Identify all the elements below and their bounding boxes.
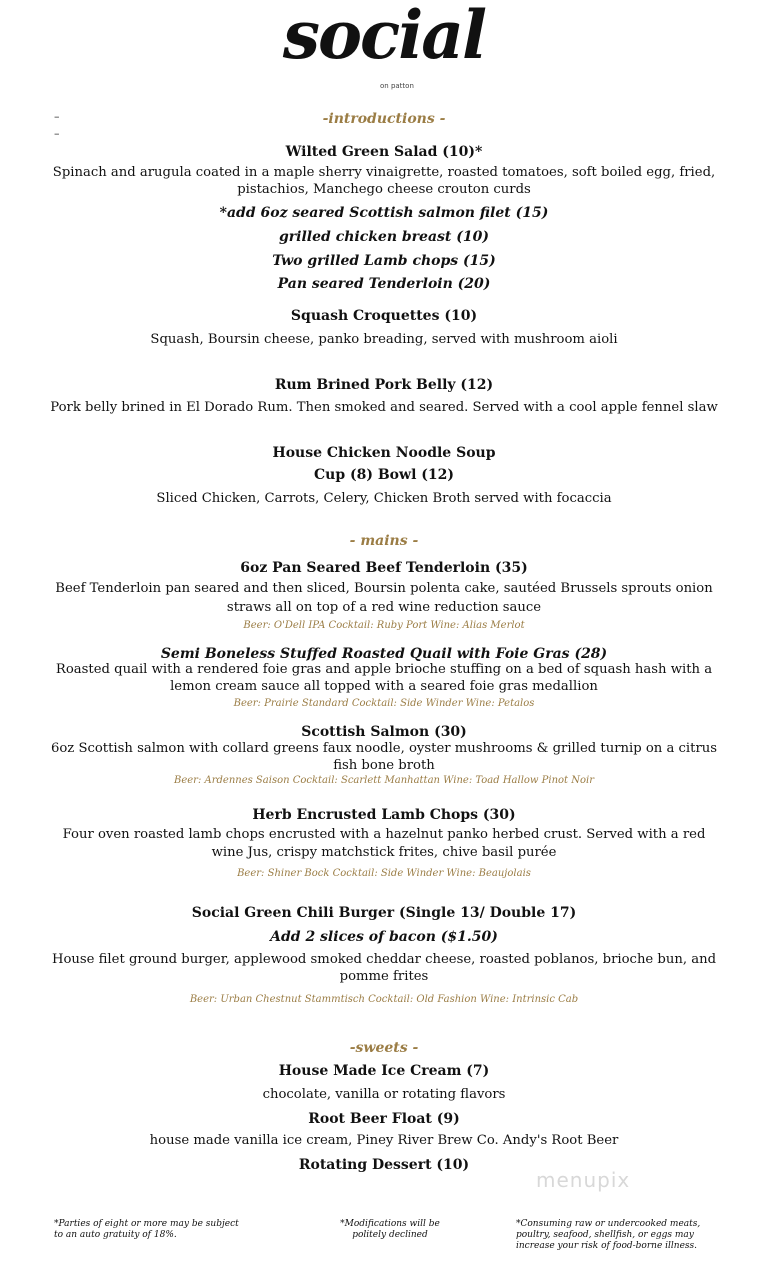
gratuity-note <box>54 1219 239 1241</box>
item-title: House Made Ice Cream (7) <box>278 1063 490 1079</box>
note-line: *Parties of eight or more may be subject <box>54 1219 239 1229</box>
item-pairing: Beer: Shiner Bock Cocktail: Side Winder Wine: Beaujolais <box>237 868 531 879</box>
raw-food-warning <box>516 1219 700 1252</box>
item-description: House filet ground burger, applewood smoked cheddar cheese, roasted poblanos, brioche bun, and <box>51 952 717 967</box>
item-title: Rotating Dessert (10) <box>298 1157 470 1173</box>
modifications-note <box>330 1219 450 1241</box>
item-description: Beef Tenderloin pan seared and then sliced, Boursin polenta cake, sautéed Brussels sprouts onion <box>55 581 713 596</box>
item-description: Sliced Chicken, Carrots, Celery, Chicken Broth served with focaccia <box>156 491 612 506</box>
note-line: increase your risk of food-borne illness. <box>516 1241 697 1251</box>
item-description: lemon cream sauce all topped with a seared foie gras medallion <box>170 679 598 694</box>
item-description: pomme frites <box>339 969 429 984</box>
item-title: Herb Encrusted Lamb Chops (30) <box>252 807 516 823</box>
item-pairing: Beer: Prairie Standard Cocktail: Side Winder Wine: Petalos <box>233 698 535 709</box>
item-addon: Add 2 slices of bacon ($1.50) <box>270 929 498 945</box>
dash-mark: – <box>54 127 60 140</box>
item-title: Social Green Chili Burger (Single 13/ Double 17) <box>191 905 577 921</box>
item-description: chocolate, vanilla or rotating flavors <box>262 1087 506 1102</box>
item-title: Semi Boneless Stuffed Roasted Quail with Foie Gras (28) <box>160 646 608 662</box>
note-line: politely declined <box>352 1230 428 1240</box>
brand-tagline: on patton <box>380 82 414 90</box>
item-title: 6oz Pan Seared Beef Tenderloin (35) <box>240 560 528 576</box>
item-pairing: Beer: Urban Chestnut Stammtisch Cocktail: Old Fashion Wine: Intrinsic Cab <box>189 994 579 1005</box>
item-pairing: Beer: O'Dell IPA Cocktail: Ruby Port Wine: Alias Merlot <box>243 620 525 631</box>
item-description: Four oven roasted lamb chops encrusted with a hazelnut panko herbed crust. Served with a red <box>62 827 706 842</box>
item-title: Root Beer Float (9) <box>308 1111 460 1127</box>
item-addon: grilled chicken breast (10) <box>279 229 489 245</box>
item-sizes: Cup (8) Bowl (12) <box>314 467 454 483</box>
item-description: house made vanilla ice cream, Piney River Brew Co. Andy's Root Beer <box>149 1133 619 1148</box>
note-line: to an auto gratuity of 18%. <box>54 1230 177 1240</box>
item-description: pistachios, Manchego cheese crouton curds <box>237 182 531 197</box>
item-description: Spinach and arugula coated in a maple sherry vinaigrette, roasted tomatoes, soft boiled egg, fried, <box>52 165 716 180</box>
item-description: wine Jus, crispy matchstick frites, chive basil purée <box>211 845 557 860</box>
dash-mark: – <box>54 110 60 123</box>
item-description: straws all on top of a red wine reduction sauce <box>226 600 542 615</box>
note-line: *Consuming raw or undercooked meats, <box>516 1219 701 1229</box>
item-description: 6oz Scottish salmon with collard greens faux noodle, oyster mushrooms & grilled turnip on a citrus <box>50 741 718 756</box>
section-mains: - mains - <box>349 533 419 549</box>
item-description: Roasted quail with a rendered foie gras and apple brioche stuffing on a bed of squash hash with a <box>55 662 713 677</box>
item-description: Pork belly brined in El Dorado Rum. Then smoked and seared. Served with a cool apple fennel slaw <box>50 400 718 415</box>
item-title: House Chicken Noodle Soup <box>272 445 496 461</box>
item-description: fish bone broth <box>333 758 435 773</box>
item-pairing: Beer: Ardennes Saison Cocktail: Scarlett Manhattan Wine: Toad Hallow Pinot Noir <box>173 775 594 786</box>
item-title: Squash Croquettes (10) <box>290 308 478 324</box>
menupix-watermark: menupix <box>536 1168 631 1192</box>
item-title: Scottish Salmon (30) <box>301 724 467 740</box>
item-addon: Pan seared Tenderloin (20) <box>277 276 491 292</box>
item-description: Squash, Boursin cheese, panko breading, served with mushroom aioli <box>150 332 618 347</box>
item-title: Wilted Green Salad (10)* <box>285 144 483 160</box>
item-title: Rum Brined Pork Belly (12) <box>274 377 494 393</box>
note-line: *Modifications will be <box>340 1219 440 1229</box>
section-sweets: -sweets - <box>349 1040 419 1056</box>
item-addon: *add 6oz seared Scottish salmon filet (15) <box>219 205 549 221</box>
note-line: poultry, seafood, shellfish, or eggs may <box>516 1230 694 1240</box>
section-introductions: -introductions - <box>322 111 446 127</box>
brand-logo: social <box>282 0 486 74</box>
item-addon: Two grilled Lamb chops (15) <box>272 253 496 269</box>
